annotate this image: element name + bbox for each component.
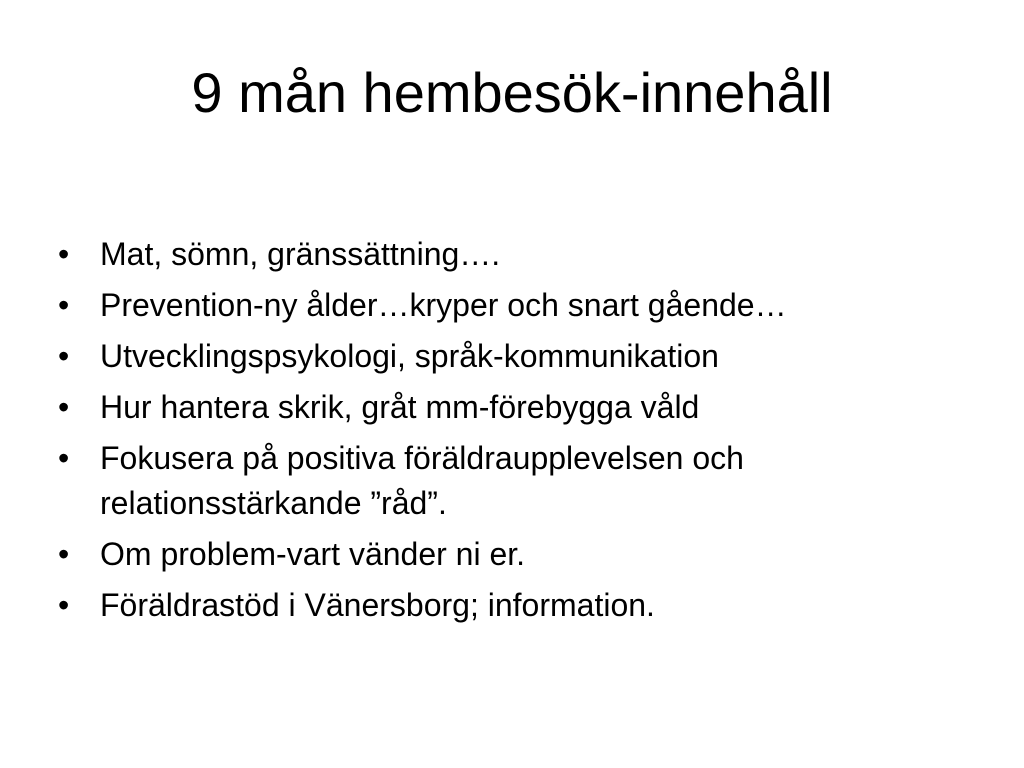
bullet-marker: • [58, 536, 70, 572]
bullet-marker: • [58, 236, 70, 272]
bullet-text: Om problem-vart vänder ni er. [100, 536, 526, 572]
bullet-marker: • [58, 287, 70, 323]
bullet-text: Hur hantera skrik, gråt mm-förebygga våld [100, 389, 700, 425]
bullet-marker: • [58, 389, 70, 425]
bullet-marker: • [58, 338, 70, 374]
list-item [58, 436, 958, 526]
bullet-list [58, 232, 958, 634]
bullet-text: Fokusera på positiva föräldraupplevelsen och relationsstärkande ”råd”. [100, 440, 744, 521]
list-item [58, 583, 958, 628]
bullet-text: Mat, sömn, gränssättning…. [100, 236, 501, 272]
list-item [58, 334, 958, 379]
bullet-marker: • [58, 587, 70, 623]
bullet-text: Utvecklingspsykologi, språk-kommunikation [100, 338, 719, 374]
bullet-marker: • [58, 440, 70, 476]
list-item [58, 232, 958, 277]
list-item [58, 283, 958, 328]
slide-title: 9 mån hembesök-innehåll [191, 61, 833, 124]
bullet-text: Prevention-ny ålder…kryper och snart gående… [100, 287, 787, 323]
bullet-text: Föräldrastöd i Vänersborg; information. [100, 587, 655, 623]
list-item [58, 385, 958, 430]
list-item [58, 532, 958, 577]
